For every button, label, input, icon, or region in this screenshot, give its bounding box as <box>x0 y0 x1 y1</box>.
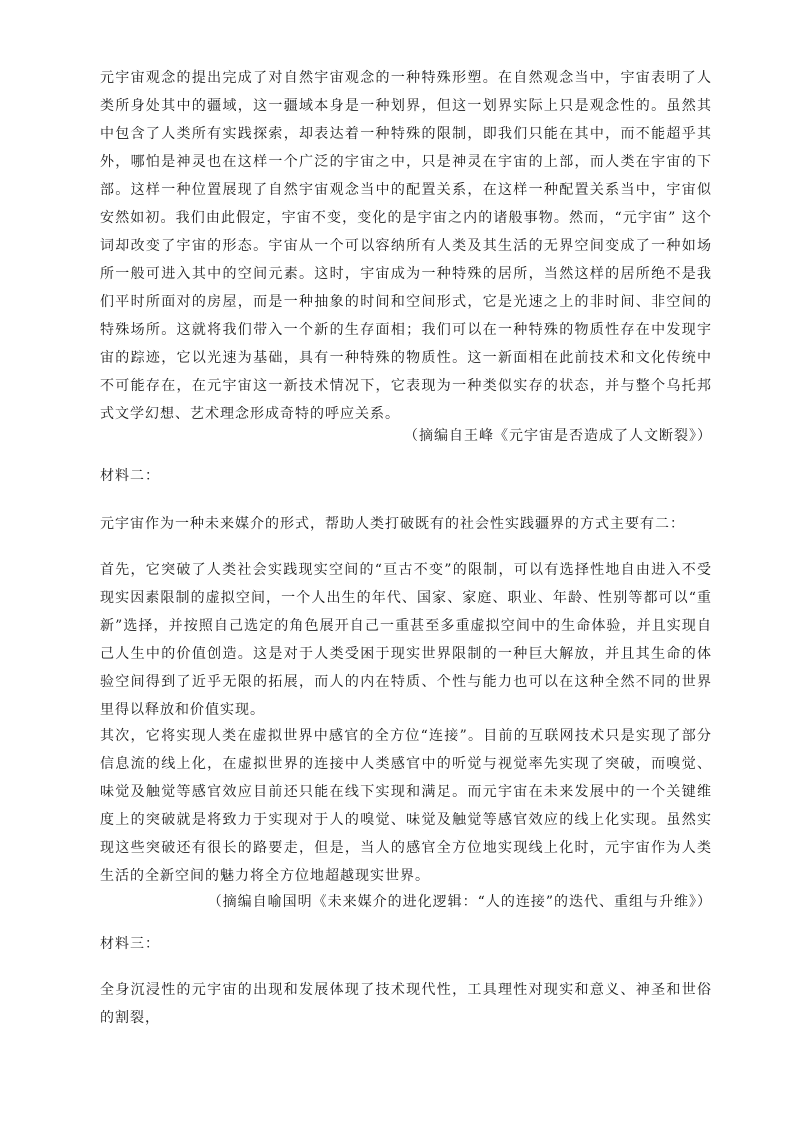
paragraph-2: 元宇宙作为一种未来媒介的形式，帮助人类打破既有的社会性实践疆界的方式主要有二： <box>100 516 685 532</box>
source-citation-1: （摘编自王峰《元宇宙是否造成了人文断裂》） <box>404 428 712 444</box>
paragraph-5: 全身沉浸性的元宇宙的出现和发展体现了技术现代性，工具理性对现实和意义、神圣和世俗的割裂， <box>100 982 712 1026</box>
paragraph-3: 首先，它突破了人类社会实践现实空间的“亘古不变”的限制，可以有选择性地自由进入不受现实因素限制的虚拟空间，一个人出生的年代、国家、家庭、职业、年龄、性别等都可以“重新”选择，并按照自己选定的角色展开自己一重甚至多重虚拟空间中的生命体验，并且实现自己人生中的价值创造。这是对于人类受困于现实世界限制的一种巨大解放，并且其生命的体验空间得到了近乎无限的拓展，而人的内在特质、个性与能力也可以在这种全然不同的世界里得以释放和价值实现。 <box>100 562 712 718</box>
paragraph-4: 其次，它将实现人类在虚拟世界中感官的全方位“连接”。目前的互联网技术只是实现了部分信息流的线上化，在虚拟世界的连接中人类感官中的听觉与视觉率先实现了突破，而嗅觉、味觉及触觉等感官效应目前还只能在线下实现和满足。而元宇宙在未来发展中的一个关键维度上的突破就是将致力于实现对于人的嗅觉、味觉及触觉等感官效应的线上化实现。虽然实现这些突破还有很长的路要走，但是，当人的感官全方位地实现线上化时，元宇宙作为人类生活的全新空间的魅力将全方位地超越现实世界。 <box>100 728 712 884</box>
paragraph-1: 元宇宙观念的提出完成了对自然宇宙观念的一种特殊形塑。在自然观念当中，宇宙表明了人类所身处其中的疆域，这一疆域本身是一种划界，但这一划界实际上只是观念性的。虽然其中包含了人类所有实践探索，却表达着一种特殊的限制，即我们只能在其中，而不能超乎其外，哪怕是神灵也在这样一个广泛的宇宙之中，只是神灵在宇宙的上部，而人类在宇宙的下部。这样一种位置展现了自然宇宙观念当中的配置关系，在这样一种配置关系当中，宇宙似安然如初。我们由此假定，宇宙不变，变化的是宇宙之内的诸般事物。然而，“元宇宙” 这个词却改变了宇宙的形态。宇宙从一个可以容纳所有人类及其生活的无界空间变成了一种如场所一般可进入其中的空间元素。这时，宇宙成为一种特殊的居所，当然这样的居所绝不是我们平时所面对的房屋，而是一种抽象的时间和空间形式，它是光速之上的非时间、非空间的特殊场所。这就将我们带入一个新的生存面相；我们可以在一种特殊的物质性存在中发现宇宙的踪迹，它以光速为基础，具有一种特殊的物质性。这一新面相在此前技术和文化传统中不可能存在，在元宇宙这一新技术情况下，它表现为一种类似实存的状态，并与整个乌托邦式文学幻想、艺术理念形成奇特的呼应关系。 <box>100 70 712 422</box>
material-2-heading: 材料二： <box>100 468 160 484</box>
material-3-heading: 材料三： <box>100 936 160 952</box>
source-citation-2: （摘编自喻国明《未来媒介的进化逻辑：“人的连接”的迭代、重组与升维》） <box>207 894 712 910</box>
